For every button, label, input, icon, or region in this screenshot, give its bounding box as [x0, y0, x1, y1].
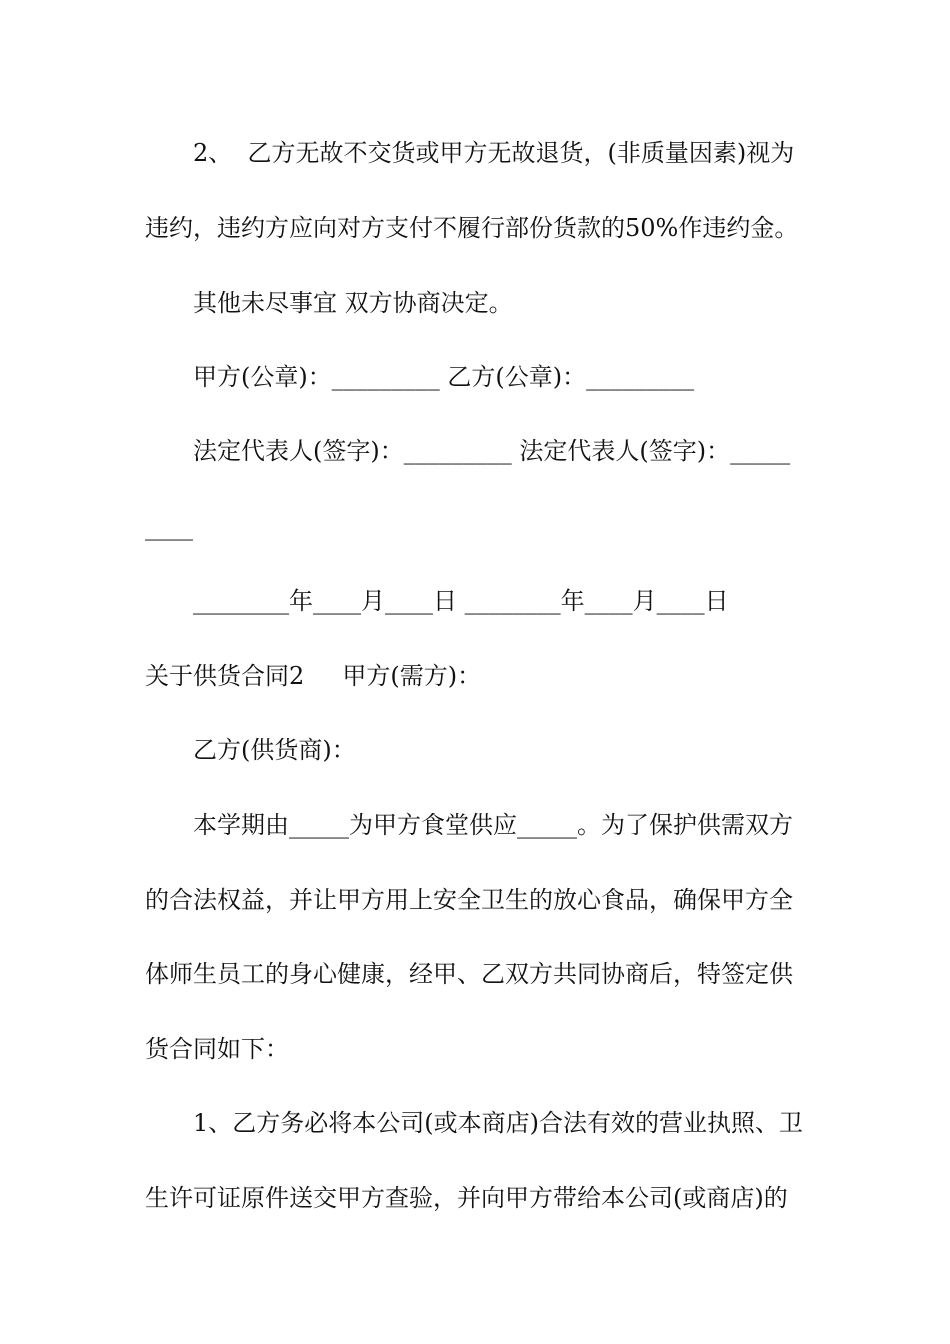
date-line: ________年____月____日 ________年____月____日 [193, 587, 729, 615]
text-line: 货合同如下： [145, 1035, 289, 1063]
signature-line-seal: 甲方(公章)：_________ 乙方(公章)：_________ [193, 363, 695, 391]
text-line: 体师生员工的身心健康，经甲、乙双方共同协商后，特签定供 [145, 960, 793, 988]
text-line: 2、 乙方无故不交货或甲方无故退货，(非质量因素)视为 [193, 139, 795, 167]
text-line: 违约，违约方应向对方支付不履行部份货款的50%作违约金。 [145, 214, 799, 242]
text-line: 乙方(供货商)： [193, 736, 356, 764]
signature-line-representative: 法定代表人(签字)：_________ 法定代表人(签字)：_____ [193, 437, 791, 465]
signature-line-continuation: ____ [145, 513, 193, 541]
text-line: 本学期由_____为甲方食堂供应_____。为了保护供需双方 [193, 811, 793, 839]
text-line: 的合法权益，并让甲方用上安全卫生的放心食品，确保甲方全 [145, 886, 793, 914]
text-line: 1、乙方务必将本公司(或本商店)合法有效的营业执照、卫 [193, 1109, 803, 1137]
contract-heading: 关于供货合同2 甲方(需方)： [145, 662, 482, 690]
text-line: 其他未尽事宜 双方协商决定。 [193, 289, 513, 317]
text-line: 生许可证原件送交甲方查验，并向甲方带给本公司(或商店)的 [145, 1184, 788, 1212]
